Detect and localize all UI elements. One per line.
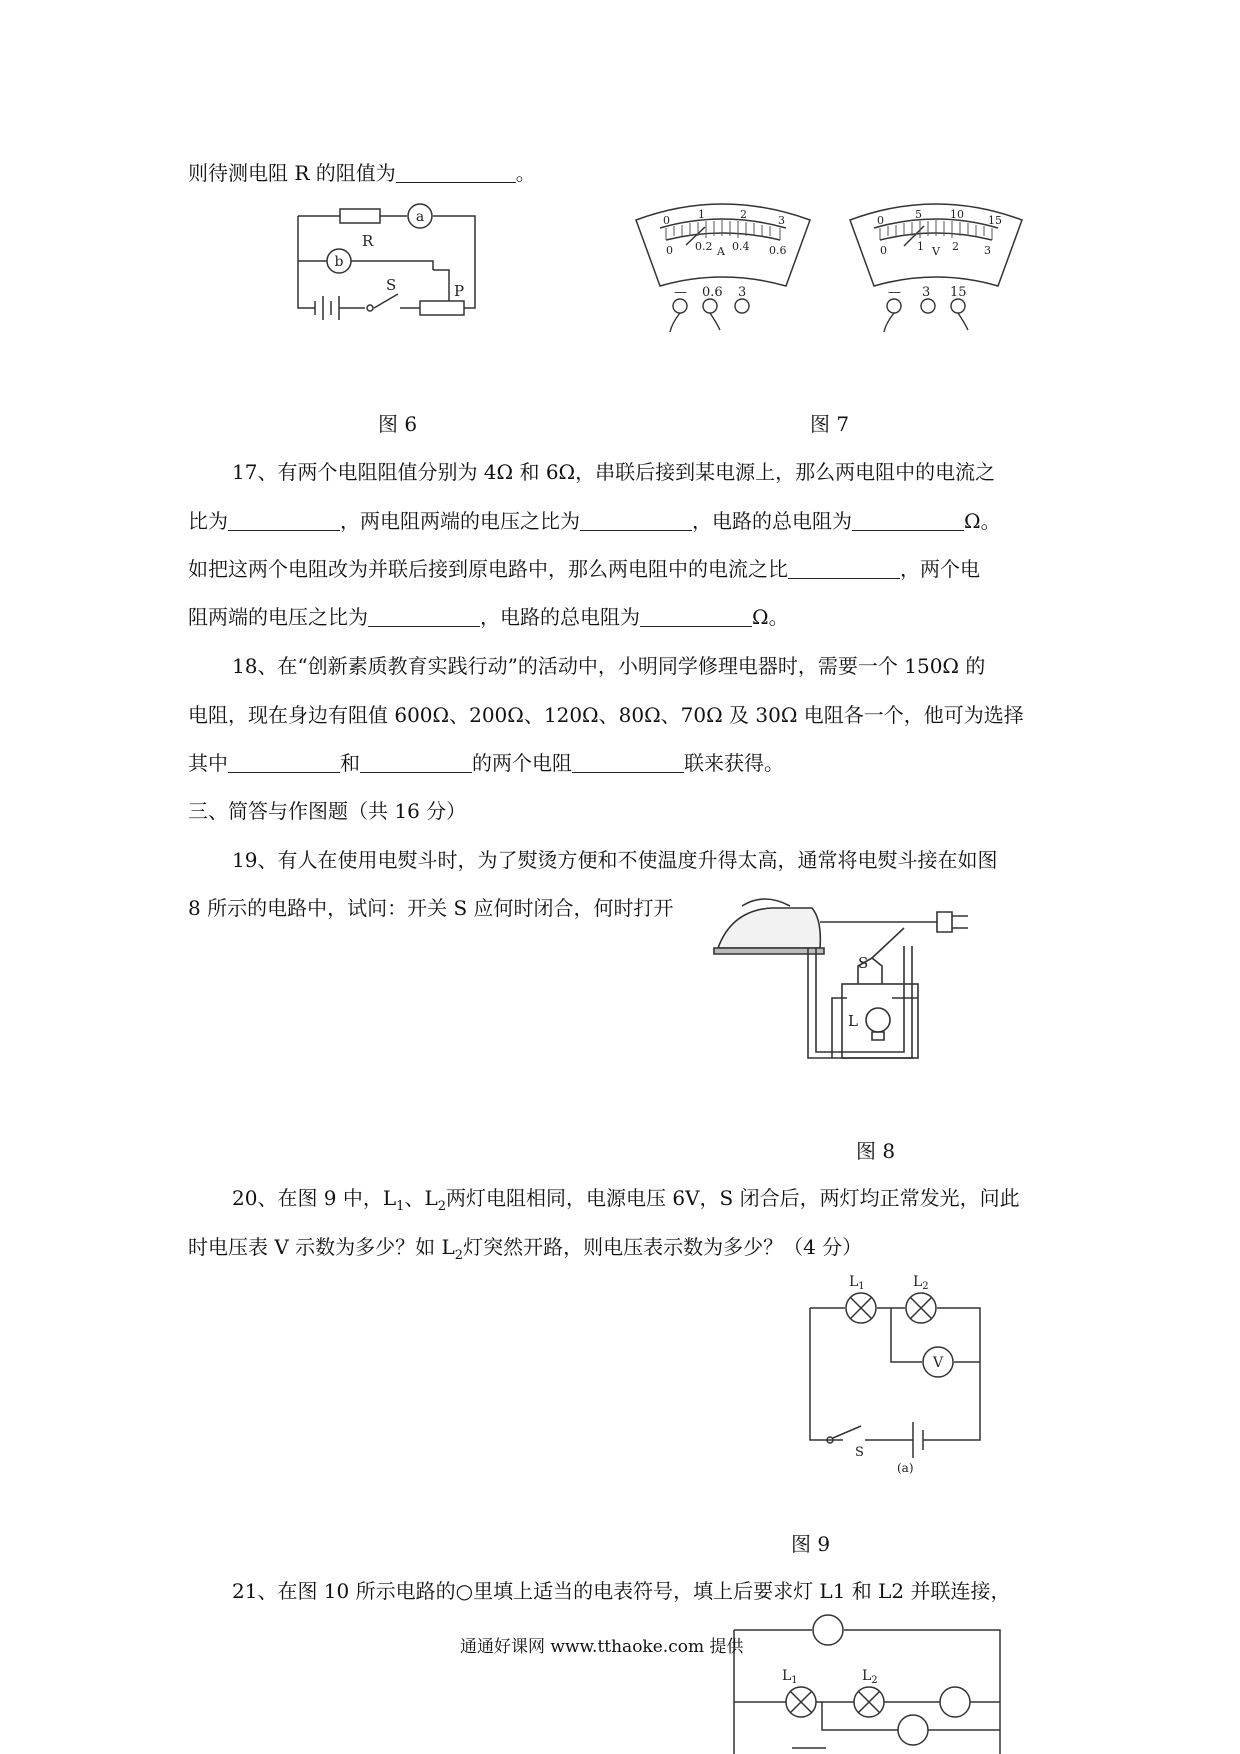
q16-line: 则待测电阻 R 的阻值为 。 bbox=[188, 161, 536, 185]
figure-9-caption: 图 9 bbox=[791, 1532, 831, 1556]
rheostat-label: P bbox=[454, 282, 465, 300]
fig10-l2-label: $L_2$ bbox=[862, 1668, 878, 1686]
voltmeter-unit: V bbox=[932, 245, 940, 258]
answer-blank[interactable] bbox=[368, 606, 480, 627]
fig8-lamp-label: L bbox=[848, 1012, 858, 1030]
voltmeter-tick-top: 0 bbox=[877, 214, 884, 227]
voltmeter-label: b bbox=[334, 254, 344, 270]
voltmeter-tick-top: 5 bbox=[915, 208, 922, 221]
fig8-switch-label: S bbox=[858, 954, 869, 972]
ammeter-terminal-label: 3 bbox=[738, 285, 747, 300]
voltmeter-tick-bottom: 1 bbox=[917, 240, 924, 253]
q18-line-1: 18、在“创新素质教育实践行动”的活动中，小明同学修理电器时，需要一个 150Ω 的 bbox=[232, 654, 986, 678]
q20-line-2: 时电压表 V 示数为多少？如 $L_2$灯突然开路，则电压表示数为多少？（4 分） bbox=[188, 1235, 863, 1263]
resistor-label: R bbox=[362, 232, 374, 250]
fig9-l1-label: $L_1$ bbox=[849, 1274, 865, 1292]
answer-blank[interactable] bbox=[228, 510, 340, 531]
figure-10-circuit bbox=[732, 1618, 1012, 1754]
ammeter-label: a bbox=[415, 209, 425, 225]
q18-line-2: 电阻，现在身边有阻值 600Ω、200Ω、120Ω、80Ω、70Ω 及 30Ω 电阻各一个，他可为选择 bbox=[188, 703, 1024, 727]
answer-blank[interactable] bbox=[360, 752, 472, 773]
q19-line-2: 8 所示的电路中，试问：开关 S 应何时闭合，何时打开 bbox=[188, 896, 674, 920]
voltmeter-tick-top: 15 bbox=[988, 214, 1002, 227]
fig10-l1-label: $L_1$ bbox=[782, 1668, 798, 1686]
page-footer: 通通好课网 www.tthaoke.com 提供 bbox=[460, 1637, 744, 1657]
fig9-l2-label: $L_2$ bbox=[913, 1274, 929, 1292]
ammeter-tick-top: 2 bbox=[740, 208, 747, 221]
answer-blank[interactable] bbox=[852, 510, 964, 531]
q17-line-4: 阻两端的电压之比为 ，电路的总电阻为 Ω。 bbox=[188, 605, 789, 629]
q18-line-3: 其中 和 的两个电阻 联来获得。 bbox=[188, 751, 784, 775]
fig9-switch-label: S bbox=[855, 1445, 864, 1460]
answer-blank[interactable] bbox=[580, 510, 692, 531]
ammeter-tick-bottom: 0.6 bbox=[769, 244, 787, 257]
voltmeter-terminal-label: — bbox=[888, 285, 901, 300]
answer-blank[interactable] bbox=[572, 752, 684, 773]
ammeter-tick-top: 1 bbox=[698, 208, 705, 221]
ammeter-tick-bottom: 0 bbox=[666, 244, 673, 257]
voltmeter-tick-bottom: 0 bbox=[880, 244, 887, 257]
switch-label: S bbox=[386, 276, 397, 294]
q17-line-2: 比为 ，两电阻两端的电压之比为 ，电路的总电阻为 Ω。 bbox=[188, 509, 1001, 533]
ammeter-tick-top: 0 bbox=[663, 214, 670, 227]
answer-blank[interactable] bbox=[396, 162, 516, 183]
figure-9-circuit bbox=[805, 1272, 995, 1475]
ammeter-tick-bottom: 0.4 bbox=[732, 240, 750, 253]
fig9-sub-caption: (a) bbox=[897, 1461, 914, 1475]
answer-blank[interactable] bbox=[788, 558, 900, 579]
q20-line-1: 20、在图 9 中，$L_1$、$L_2$两灯电阻相同，电源电压 6V，S 闭合后，两灯均正常发光，问此 bbox=[232, 1186, 1020, 1214]
figure-6-caption: 图 6 bbox=[378, 412, 418, 436]
figure-8-iron-circuit bbox=[712, 898, 1002, 1068]
section-3-title: 三、简答与作图题（共 16 分） bbox=[188, 799, 467, 823]
fig9-voltmeter-label: V bbox=[933, 1355, 944, 1371]
voltmeter-terminal-label: 15 bbox=[950, 285, 967, 300]
voltmeter-tick-bottom: 2 bbox=[952, 240, 959, 253]
q17-line-3: 如把这两个电阻改为并联后接到原电路中，那么两电阻中的电流之比 ，两个电 bbox=[188, 557, 980, 581]
q21-line-1: 21、在图 10 所示电路的○里填上适当的电表符号，填上后要求灯 L1 和 L2 并联连接， bbox=[232, 1579, 1011, 1603]
ammeter-tick-bottom: 0.2 bbox=[695, 240, 713, 253]
figure-6-circuit bbox=[290, 200, 490, 325]
voltmeter-terminal-label: 3 bbox=[922, 285, 931, 300]
figure-7-meters bbox=[630, 198, 1020, 333]
ammeter-unit: A bbox=[717, 245, 725, 258]
answer-blank[interactable] bbox=[228, 752, 340, 773]
voltmeter-tick-top: 10 bbox=[950, 208, 964, 221]
q17-line-1: 17、有两个电阻阻值分别为 4Ω 和 6Ω，串联后接到某电源上，那么两电阻中的电流之 bbox=[232, 460, 996, 484]
answer-blank[interactable] bbox=[640, 606, 752, 627]
ammeter-terminal-label: 0.6 bbox=[702, 285, 723, 300]
voltmeter-tick-bottom: 3 bbox=[984, 244, 991, 257]
figure-7-caption: 图 7 bbox=[810, 412, 850, 436]
q19-line-1: 19、有人在使用电熨斗时，为了熨烫方便和不使温度升得太高，通常将电熨斗接在如图 bbox=[232, 848, 998, 872]
ammeter-tick-top: 3 bbox=[778, 214, 785, 227]
ammeter-terminal-label: — bbox=[674, 285, 687, 300]
figure-8-caption: 图 8 bbox=[856, 1139, 896, 1163]
